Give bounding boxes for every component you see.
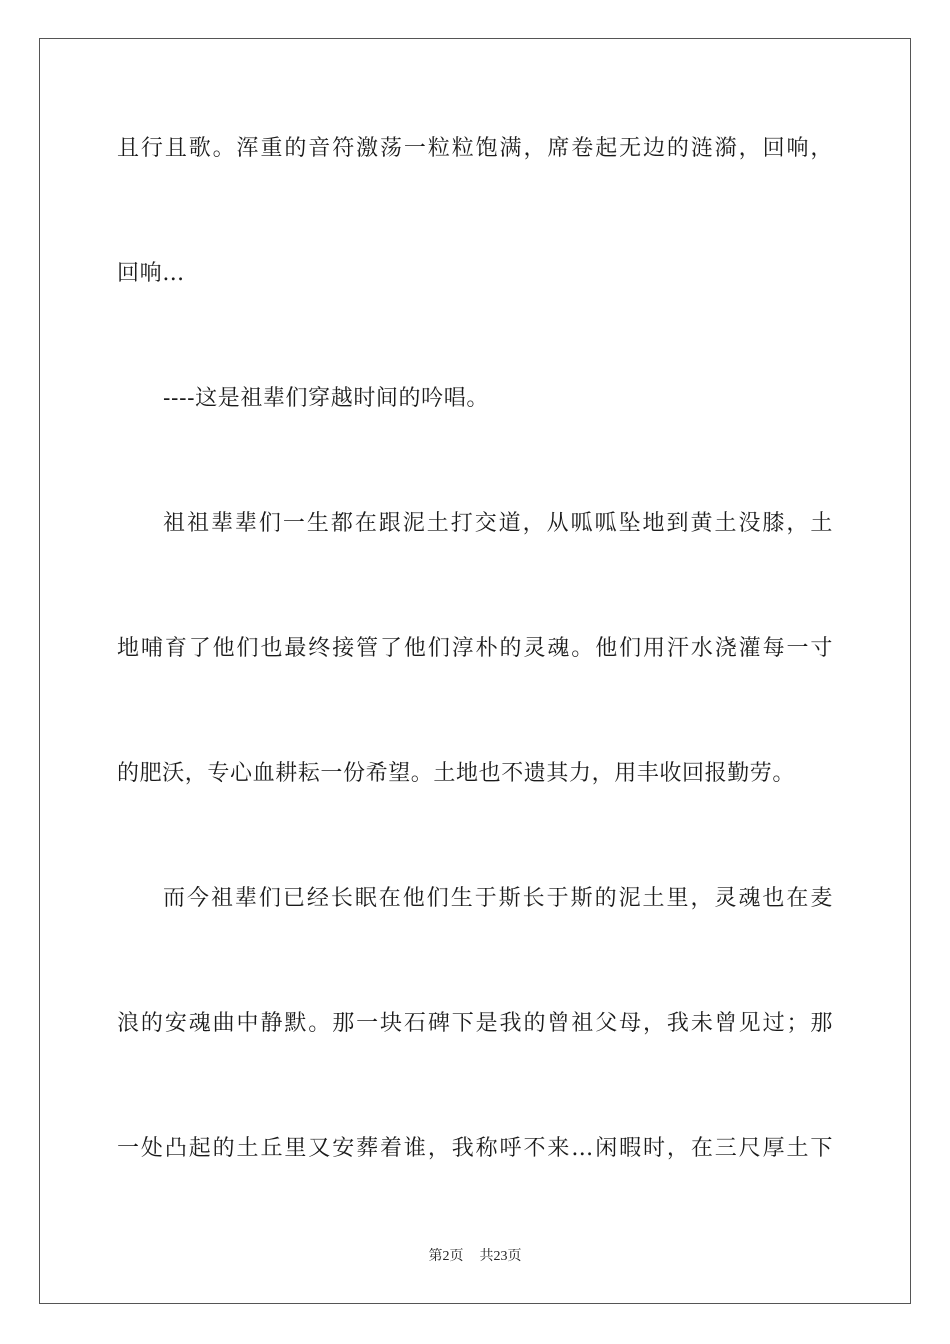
page-number: 第2页 xyxy=(428,1249,464,1264)
paragraph-line-9: 一处凸起的土丘里又安葬着谁，我称呼不来…闲暇时，在三尺厚土下 xyxy=(117,1136,833,1161)
paragraph-line-3: ----这是祖辈们穿越时间的吟唱。 xyxy=(163,386,489,411)
total-pages: 共23页 xyxy=(479,1249,522,1264)
page-footer xyxy=(0,1248,950,1266)
paragraph-line-4: 祖祖辈辈们一生都在跟泥土打交道，从呱呱坠地到黄土没膝，土 xyxy=(163,511,833,536)
paragraph-line-1: 且行且歌。浑重的音符激荡一粒粒饱满，席卷起无边的涟漪，回响， xyxy=(117,136,833,161)
paragraph-line-7: 而今祖辈们已经长眠在他们生于斯长于斯的泥土里，灵魂也在麦 xyxy=(163,886,833,911)
paragraph-line-2: 回响… xyxy=(117,261,185,286)
paragraph-line-5: 地哺育了他们也最终接管了他们淳朴的灵魂。他们用汗水浇灌每一寸 xyxy=(117,636,833,661)
paragraph-line-8: 浪的安魂曲中静默。那一块石碑下是我的曾祖父母，我未曾见过；那 xyxy=(117,1011,833,1036)
page-border xyxy=(39,38,911,1304)
paragraph-line-6: 的肥沃，专心血耕耘一份希望。土地也不遗其力，用丰收回报勤劳。 xyxy=(117,761,796,786)
